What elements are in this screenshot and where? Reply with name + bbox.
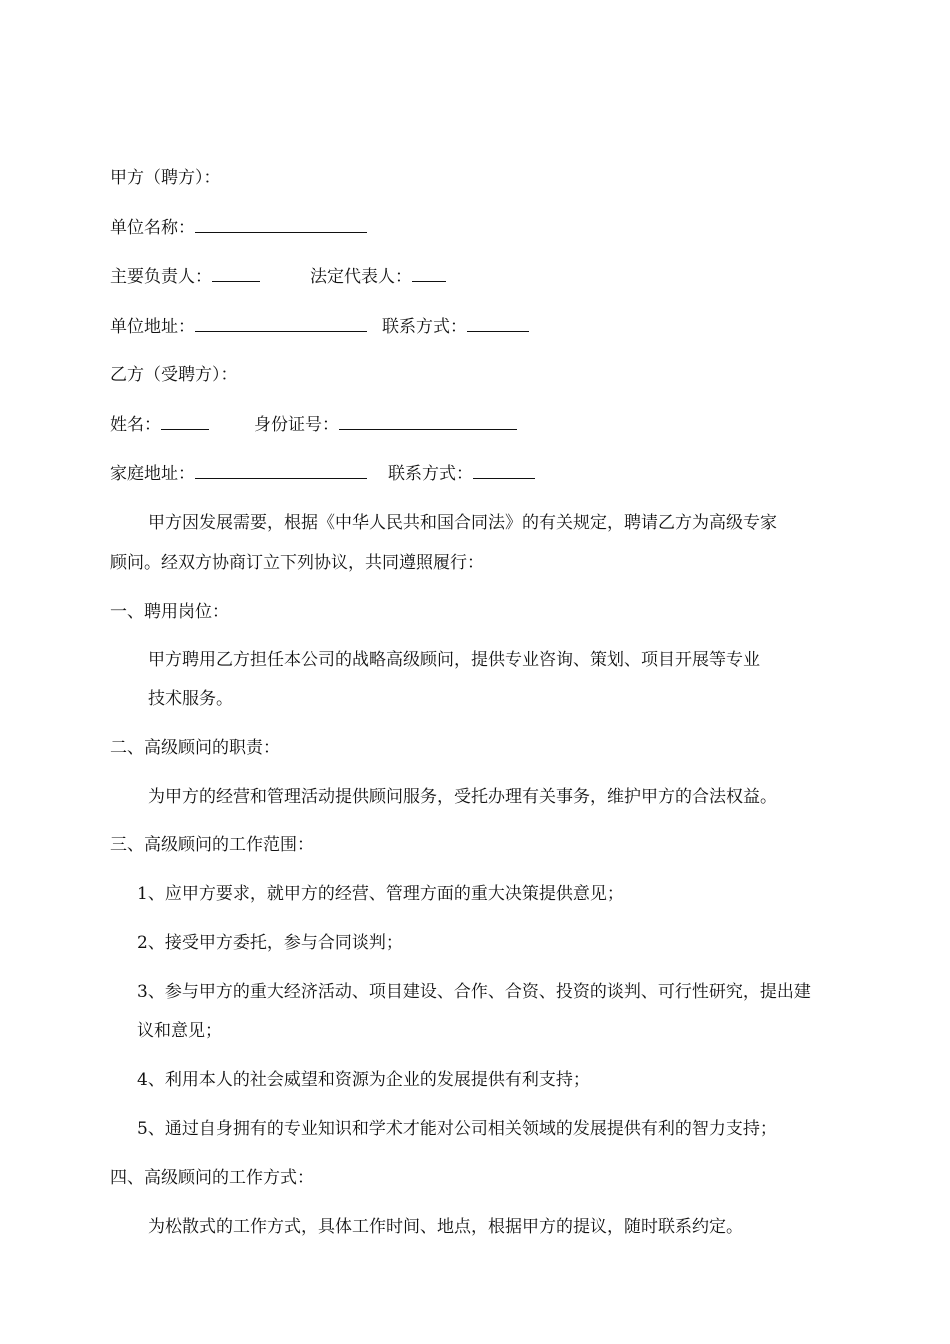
preamble-line-2: 顾问。经双方协商订立下列协议，共同遵照履行： (110, 553, 484, 573)
party-a-contact-blank[interactable] (467, 315, 529, 332)
section-1-line-2: 技术服务。 (148, 689, 233, 709)
company-address-blank[interactable] (195, 315, 367, 332)
home-address-row (110, 462, 367, 485)
section-1-line-1: 甲方聘用乙方担任本公司的战略高级顾问，提供专业咨询、策划、项目开展等专业 (148, 650, 760, 670)
section-3-item-3-line-1: 3、参与甲方的重大经济活动、项目建设、合作、合资、投资的谈判、可行性研究，提出建 (137, 982, 811, 1002)
party-a-contact-row (382, 315, 529, 338)
preamble-line-1: 甲方因发展需要，根据《中华人民共和国合同法》的有关规定，聘请乙方为高级专家 (148, 513, 777, 533)
party-a-contact-label: 联系方式： (382, 317, 467, 337)
section-3-title: 三、高级顾问的工作范围： (110, 835, 314, 855)
name-blank[interactable] (161, 413, 209, 430)
home-address-label: 家庭地址： (110, 464, 195, 484)
id-number-label: 身份证号： (254, 415, 339, 435)
principal-label: 主要负责人： (110, 267, 212, 287)
legal-rep-blank[interactable] (412, 265, 446, 282)
company-name-blank[interactable] (195, 216, 367, 233)
party-b-contact-blank[interactable] (473, 462, 535, 479)
section-3-item-3-line-2: 议和意见； (137, 1021, 222, 1041)
section-4-line-1: 为松散式的工作方式，具体工作时间、地点，根据甲方的提议，随时联系约定。 (148, 1217, 743, 1237)
party-a-heading: 甲方（聘方）： (110, 168, 221, 188)
section-3-item-4: 4、利用本人的社会威望和资源为企业的发展提供有利支持； (137, 1070, 590, 1090)
section-4-title: 四、高级顾问的工作方式： (110, 1168, 314, 1188)
legal-rep-row (310, 265, 446, 288)
section-2-title: 二、高级顾问的职责： (110, 738, 280, 758)
section-3-item-2: 2、接受甲方委托，参与合同谈判； (137, 933, 403, 953)
name-row (110, 413, 209, 436)
party-b-heading: 乙方（受聘方）： (110, 365, 238, 385)
company-name-label: 单位名称： (110, 218, 195, 238)
company-address-label: 单位地址： (110, 317, 195, 337)
principal-blank[interactable] (212, 265, 260, 282)
section-3-item-5: 5、通过自身拥有的专业知识和学术才能对公司相关领域的发展提供有利的智力支持； (137, 1119, 777, 1139)
legal-rep-label: 法定代表人： (310, 267, 412, 287)
company-name-row (110, 216, 367, 239)
name-label: 姓名： (110, 415, 161, 435)
party-b-contact-row (388, 462, 535, 485)
id-number-blank[interactable] (339, 413, 517, 430)
section-1-title: 一、聘用岗位： (110, 602, 229, 622)
company-address-row (110, 315, 367, 338)
section-2-line-1: 为甲方的经营和管理活动提供顾问服务，受托办理有关事务，维护甲方的合法权益。 (148, 787, 777, 807)
principal-row (110, 265, 260, 288)
home-address-blank[interactable] (195, 462, 367, 479)
party-b-contact-label: 联系方式： (388, 464, 473, 484)
id-number-row (254, 413, 517, 436)
section-3-item-1: 1、应甲方要求，就甲方的经营、管理方面的重大决策提供意见； (137, 884, 624, 904)
